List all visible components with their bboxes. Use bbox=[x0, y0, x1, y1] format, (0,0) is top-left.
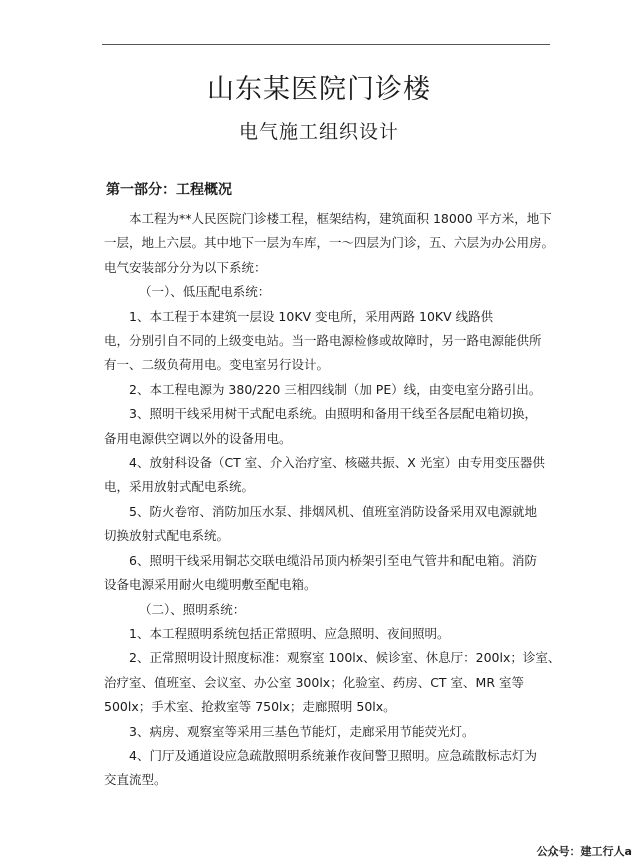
body-line: 2、正常照明设计照度标准：观察室 100lx、候诊室、休息厅：200lx；诊室、 bbox=[129, 650, 561, 666]
body-line: 6、照明干线采用铜芯交联电缆沿吊顶内桥架引至电气管井和配电箱。消防 bbox=[129, 552, 537, 568]
body-line: 设备电源采用耐火电缆明敷至配电箱。 bbox=[104, 577, 317, 593]
body-line: 1、本工程照明系统包括正常照明、应急照明、夜间照明。 bbox=[129, 625, 450, 641]
document-subtitle: 电气施工组织设计 bbox=[238, 121, 399, 143]
watermark-text: 公众号：建工行人a bbox=[536, 845, 632, 858]
body-line: 电，采用放射式配电系统。 bbox=[104, 479, 255, 495]
body-line: （一）、低压配电系统： bbox=[139, 284, 271, 300]
body-line: 有一、二级负荷用电。变电室另行设计。 bbox=[104, 357, 330, 373]
body-line: 一层，地上六层。其中地下一层为车库，一～四层为门诊，五、六层为办公用房。 bbox=[104, 235, 555, 251]
body-line: 500lx；手术室、抢救室等 750lx；走廊照明 50lx。 bbox=[104, 699, 396, 715]
body-line: 本工程为**人民医院门诊楼工程，框架结构，建筑面积 18000 平方米，地下 bbox=[129, 211, 552, 226]
header-rule bbox=[102, 44, 550, 45]
body-line: 切换放射式配电系统。 bbox=[104, 528, 230, 544]
body-line: 治疗室、值班室、会议室、办公室 300lx；化验室、药房、CT 室、MR 室等 bbox=[104, 674, 524, 690]
section-body bbox=[104, 207, 559, 793]
body-line: 3、病房、观察室等采用三基色节能灯，走廊采用节能荧光灯。 bbox=[129, 723, 475, 739]
document-title: 山东某医院门诊楼 bbox=[207, 74, 431, 105]
body-line: （二）、照明系统： bbox=[139, 601, 246, 617]
body-line: 电气安装部分分为以下系统： bbox=[104, 259, 267, 275]
body-line: 4、门厅及通道设应急疏散照明系统兼作夜间警卫照明。应急疏散标志灯为 bbox=[129, 747, 537, 763]
body-line: 1、本工程于本建筑一层设 10KV 变电所，采用两路 10KV 线路供 bbox=[129, 308, 494, 324]
body-line: 电，分别引自不同的上级变电站。当一路电源检修或故障时，另一路电源能供所 bbox=[104, 333, 542, 349]
body-line: 2、本工程电源为 380/220 三相四线制（加 PE）线，由变电室分路引出。 bbox=[129, 381, 542, 397]
body-line: 3、照明干线采用树干式配电系统。由照明和备用干线至各层配电箱切换， bbox=[129, 406, 537, 422]
body-line: 4、放射科设备（CT 室、介入治疗室、核磁共振、X 光室）由专用变压器供 bbox=[129, 455, 545, 471]
body-line: 交直流型。 bbox=[104, 772, 167, 788]
body-line: 备用电源供空调以外的设备用电。 bbox=[104, 430, 292, 446]
body-line: 5、防火卷帘、消防加压水泵、排烟风机、值班室消防设备采用双电源就地 bbox=[129, 503, 537, 519]
section-heading: 第一部分：工程概况 bbox=[106, 182, 232, 198]
